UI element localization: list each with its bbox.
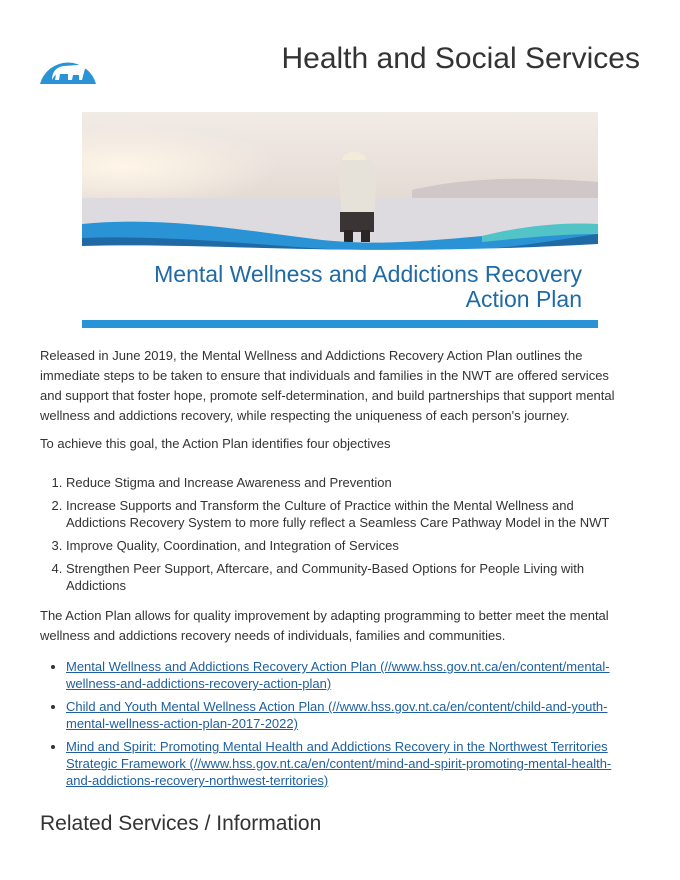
site-title: Health and Social Services	[281, 42, 640, 75]
page-title-line1: Mental Wellness and Addictions Recovery	[154, 261, 582, 287]
link-child-youth-plan[interactable]: Child and Youth Mental Wellness Action Plan (//www.hss.gov.nt.ca/en/content/child-and-youth-mental-wellness-action-plan-2017-2022)	[66, 699, 608, 731]
main-content	[40, 346, 632, 795]
improvement-paragraph: The Action Plan allows for quality improvement by adapting programming to better meet the mental wellness and addictions recovery needs of individuals, families and communities.	[40, 608, 609, 643]
list-item	[66, 738, 632, 789]
resource-links	[40, 658, 632, 789]
title-divider	[82, 320, 598, 328]
objectives-list	[40, 474, 632, 594]
list-item	[66, 658, 632, 692]
objective-item: 3. Improve Quality, Coordination, and Integration of Services	[66, 537, 632, 554]
polar-bear-logo-icon[interactable]	[38, 36, 98, 86]
objective-item: 4. Strengthen Peer Support, Aftercare, and Community-Based Options for People Living with Addictions	[66, 560, 632, 594]
link-mind-and-spirit[interactable]: Mind and Spirit: Promoting Mental Health and Addictions Recovery in the Northwest Territories Strategic Framework (//www.hss.gov.nt.ca/en/content/mind-and-spirit-promoting-mental-health-and-addictions-recovery-northwest-territories)	[66, 739, 612, 788]
page-title	[82, 262, 582, 312]
hero-image	[82, 112, 598, 256]
objectives-intro: To achieve this goal, the Action Plan identifies four objectives	[40, 436, 391, 451]
objective-item: 1. Reduce Stigma and Increase Awareness and Prevention	[66, 474, 632, 491]
page-title-line2: Action Plan	[465, 286, 582, 312]
intro-paragraph: Released in June 2019, the Mental Wellness and Addictions Recovery Action Plan outlines the immediate steps to be taken to ensure that individuals and families in the NWT are offered services and support that foster hope, promote self-determination, and build partnerships that support mental wellness and addictions recovery, while respecting the uniqueness of each person's journey.	[40, 348, 615, 423]
list-item	[66, 698, 632, 732]
related-heading: Related Services / Information	[40, 812, 322, 835]
objective-item: 2. Increase Supports and Transform the Culture of Practice within the Mental Wellness and Addictions Recovery System to more fully reflect a Seamless Care Pathway Model in the NWT	[66, 497, 632, 531]
link-action-plan[interactable]: Mental Wellness and Addictions Recovery Action Plan (//www.hss.gov.nt.ca/en/content/mental-wellness-and-addictions-recovery-action-plan)	[66, 659, 610, 691]
